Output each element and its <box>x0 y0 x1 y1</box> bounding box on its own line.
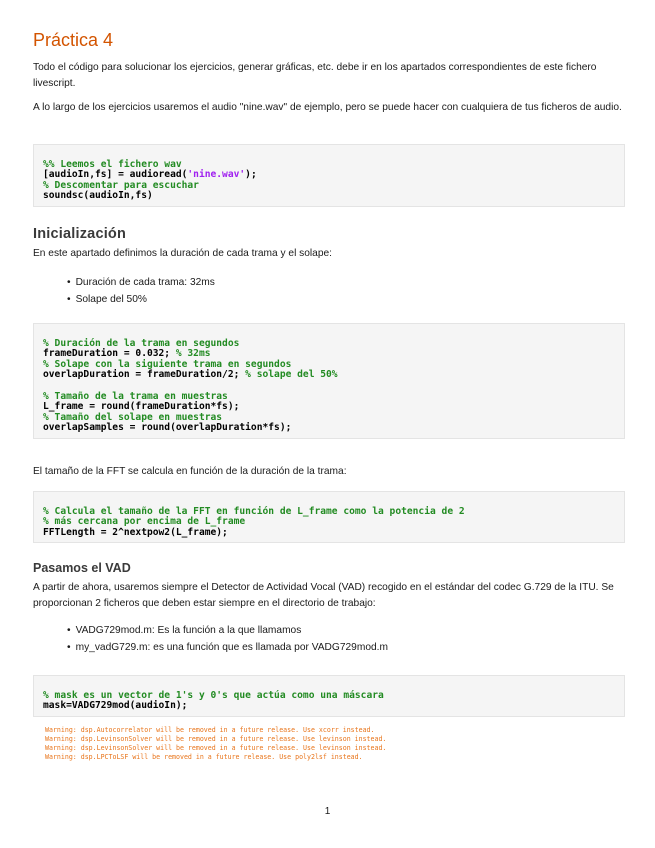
fft-paragraph: El tamaño de la FFT se calcula en función de la duración de la trama: <box>33 466 347 477</box>
page-title: Práctica 4 <box>33 30 114 50</box>
code-line: overlapSamples = round(overlapDuration*fs); <box>43 422 292 434</box>
section-heading-inicializacion: Inicialización <box>33 226 127 242</box>
warning-line: Warning: dsp.LevinsonSolver will be removed in a future release. Use levinson instead. <box>45 735 387 743</box>
code-comment: %% Leemos el fichero wav <box>43 158 182 170</box>
code-line: overlapDuration = frameDuration/2; % solape del 50% <box>43 369 338 381</box>
section-vad-text: A partir de ahora, usaremos siempre el Detector de Actividad Vocal (VAD) recogido en el estándar del codec G.729 de la ITU. Se proporcionan 2 ficheros que deben estar siempre en el directorio de trabajo: <box>33 582 614 609</box>
code-comment: % Solape con la siguiente trama en segundos <box>43 358 292 370</box>
code-line: frameDuration = 0.032; % 32ms <box>43 348 211 360</box>
code-blank-line <box>43 381 624 392</box>
code-comment: % Descomentar para escuchar <box>43 179 199 191</box>
list-item: • Solape del 50% <box>67 291 215 308</box>
code-line: [audioIn,fs] = audioread('nine.wav'); <box>43 169 257 181</box>
code-comment: % Tamaño de la trama en muestras <box>43 390 228 402</box>
code-block-fft-length[interactable] <box>33 491 625 543</box>
code-comment: % Tamaño del solape en muestras <box>43 411 223 423</box>
list-item: • Duración de cada trama: 32ms <box>67 274 215 291</box>
page-number: 1 <box>324 806 331 817</box>
code-comment: % mask es un vector de 1's y 0's que actúa como una máscara <box>43 689 384 701</box>
list-item: • VADG729mod.m: Es la función a la que llamamos <box>67 622 388 639</box>
code-block-vad-call[interactable] <box>33 675 625 717</box>
code-comment: % solape del 50% <box>245 369 338 381</box>
warning-line: Warning: dsp.Autocorrelator will be removed in a future release. Use xcorr instead. <box>45 726 375 734</box>
code-block-frame-params[interactable] <box>33 323 625 439</box>
code-comment: % más cercana por encima de L_frame <box>43 516 246 528</box>
code-block-read-audio[interactable] <box>33 144 625 207</box>
section-heading-pasamos-vad: Pasamos el VAD <box>33 561 131 575</box>
bullet-list-vad <box>67 622 388 656</box>
intro-paragraph-1: Todo el código para solucionar los ejercicios, generar gráficas, etc. debe ir en los apartados correspondientes de este fichero livescript. <box>33 62 597 89</box>
section-init-text: En este apartado definimos la duración de cada trama y el solape: <box>33 248 333 259</box>
code-string: 'nine.wav' <box>187 169 246 181</box>
code-line: L_frame = round(frameDuration*fs); <box>43 401 240 413</box>
list-item: • my_vadG729.m: es una función que es llamada por VADG729mod.m <box>67 639 388 656</box>
code-comment: % 32ms <box>175 348 211 360</box>
code-line: soundsc(audioIn,fs) <box>43 190 153 202</box>
code-comment: % Calcula el tamaño de la FFT en función de L_frame como la potencia de 2 <box>43 505 465 517</box>
intro-paragraph-2: A lo largo de los ejercicios usaremos el audio "nine.wav" de ejemplo, pero se puede hacer con cualquiera de tus ficheros de audio. <box>33 102 622 113</box>
bullet-list-init <box>67 274 215 308</box>
warning-line: Warning: dsp.LPCToLSF will be removed in a future release. Use poly2lsf instead. <box>45 753 363 761</box>
code-line: FFTLength = 2^nextpow2(L_frame); <box>43 526 228 538</box>
code-line: mask=VADG729mod(audioIn); <box>43 700 188 712</box>
warning-line: Warning: dsp.LevinsonSolver will be removed in a future release. Use levinson instead. <box>45 744 387 752</box>
code-comment: % Duración de la trama en segundos <box>43 337 240 349</box>
output-warnings <box>45 717 386 762</box>
